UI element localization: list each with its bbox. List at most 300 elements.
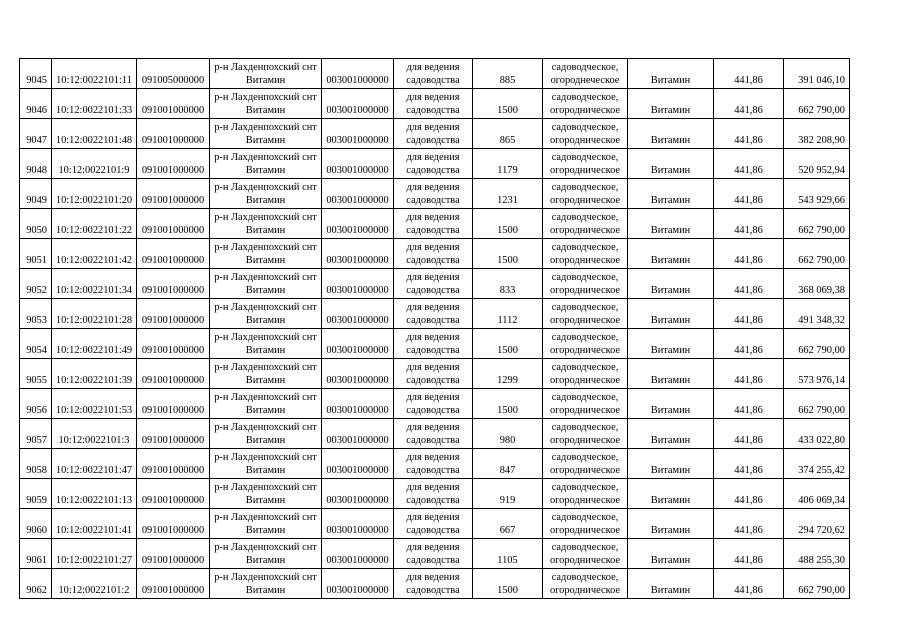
use-type-cell-line-1: садоводческое, — [551, 242, 619, 253]
purpose-cell-line-1: для ведения — [406, 212, 460, 223]
rate-cell: 441,86 — [714, 539, 784, 569]
use-type-cell-line-2: огороднеческое — [550, 74, 620, 86]
table-row — [20, 209, 850, 239]
purpose-cell-line-2: садоводства — [406, 104, 460, 116]
rate-cell: 441,86 — [714, 209, 784, 239]
address-cell-line-2: Витамин — [245, 314, 286, 326]
purpose-cell — [394, 269, 473, 299]
purpose-cell-line-2: садоводства — [406, 524, 460, 536]
area-cell: 885 — [473, 59, 543, 89]
purpose-cell-line-1: для ведения — [406, 362, 460, 373]
okato-code-cell: 091001000000 — [137, 389, 210, 419]
cadastral-number-cell: 10:12:0022101:47 — [52, 449, 137, 479]
purpose-cell-line-2: садоводства — [406, 464, 460, 476]
purpose-cell-line-1: для ведения — [406, 302, 460, 313]
area-cell: 1231 — [473, 179, 543, 209]
purpose-cell-line-1: для ведения — [406, 482, 460, 493]
rate-cell: 441,86 — [714, 569, 784, 599]
address-cell-line-1: р-н Лахденпохский снт — [214, 242, 317, 253]
category-code-cell: 003001000000 — [322, 569, 394, 599]
address-cell-line-2: Витамин — [245, 74, 286, 86]
purpose-cell-line-1: для ведения — [406, 542, 460, 553]
rate-cell: 441,86 — [714, 389, 784, 419]
address-cell-line-1: р-н Лахденпохский снт — [214, 182, 317, 193]
address-cell-line-1: р-н Лахденпохский снт — [214, 512, 317, 523]
area-cell: 1500 — [473, 89, 543, 119]
use-type-cell-line-1: садоводческое, — [551, 122, 619, 133]
address-cell — [210, 419, 322, 449]
row-number-cell: 9047 — [20, 119, 52, 149]
purpose-cell-line-1: для ведения — [406, 92, 460, 103]
row-number-cell: 9062 — [20, 569, 52, 599]
okato-code-cell: 091001000000 — [137, 509, 210, 539]
category-code-cell: 003001000000 — [322, 179, 394, 209]
address-cell-line-1: р-н Лахденпохский снт — [214, 62, 317, 73]
association-name-cell: Витамин — [628, 539, 714, 569]
okato-code-cell: 091001000000 — [137, 89, 210, 119]
cadastral-value-cell: 520 952,94 — [784, 149, 850, 179]
use-type-cell — [543, 569, 628, 599]
use-type-cell-line-1: садоводческое, — [551, 302, 619, 313]
okato-code-cell: 091001000000 — [137, 539, 210, 569]
row-number-cell: 9048 — [20, 149, 52, 179]
purpose-cell — [394, 479, 473, 509]
purpose-cell — [394, 149, 473, 179]
land-plots-table — [19, 58, 850, 599]
use-type-cell-line-1: садоводческое, — [551, 482, 619, 493]
category-code-cell: 003001000000 — [322, 449, 394, 479]
cadastral-value-cell: 433 022,80 — [784, 419, 850, 449]
purpose-cell-line-2: садоводства — [406, 254, 460, 266]
rate-cell: 441,86 — [714, 269, 784, 299]
category-code-cell: 003001000000 — [322, 329, 394, 359]
purpose-cell-line-2: садоводства — [406, 224, 460, 236]
area-cell: 1500 — [473, 569, 543, 599]
use-type-cell-line-1: садоводческое, — [551, 152, 619, 163]
rate-cell: 441,86 — [714, 479, 784, 509]
association-name-cell: Витамин — [628, 179, 714, 209]
rate-cell: 441,86 — [714, 419, 784, 449]
address-cell-line-1: р-н Лахденпохский снт — [214, 392, 317, 403]
purpose-cell — [394, 389, 473, 419]
purpose-cell-line-2: садоводства — [406, 134, 460, 146]
rate-cell: 441,86 — [714, 239, 784, 269]
rate-cell: 441,86 — [714, 299, 784, 329]
association-name-cell: Витамин — [628, 509, 714, 539]
cadastral-value-cell: 662 790,00 — [784, 569, 850, 599]
address-cell-line-1: р-н Лахденпохский снт — [214, 362, 317, 373]
category-code-cell: 003001000000 — [322, 359, 394, 389]
use-type-cell-line-2: огородническое — [549, 284, 621, 296]
association-name-cell: Витамин — [628, 299, 714, 329]
table-row — [20, 479, 850, 509]
purpose-cell — [394, 539, 473, 569]
use-type-cell — [543, 509, 628, 539]
purpose-cell-line-1: для ведения — [406, 572, 460, 583]
category-code-cell: 003001000000 — [322, 419, 394, 449]
purpose-cell-line-1: для ведения — [406, 452, 460, 463]
table-row — [20, 569, 850, 599]
okato-code-cell: 091001000000 — [137, 179, 210, 209]
cadastral-number-cell: 10:12:0022101:3 — [52, 419, 137, 449]
use-type-cell-line-1: садоводческое, — [551, 362, 619, 373]
table-row — [20, 89, 850, 119]
purpose-cell — [394, 209, 473, 239]
address-cell-line-2: Витамин — [245, 164, 286, 176]
rate-cell: 441,86 — [714, 329, 784, 359]
okato-code-cell: 091001000000 — [137, 209, 210, 239]
category-code-cell: 003001000000 — [322, 59, 394, 89]
use-type-cell — [543, 269, 628, 299]
cadastral-number-cell: 10:12:0022101:2 — [52, 569, 137, 599]
cadastral-value-cell: 294 720,62 — [784, 509, 850, 539]
area-cell: 847 — [473, 449, 543, 479]
address-cell-line-2: Витамин — [245, 194, 286, 206]
category-code-cell: 003001000000 — [322, 239, 394, 269]
use-type-cell — [543, 119, 628, 149]
purpose-cell — [394, 419, 473, 449]
address-cell-line-2: Витамин — [245, 224, 286, 236]
cadastral-number-cell: 10:12:0022101:48 — [52, 119, 137, 149]
cadastral-number-cell: 10:12:0022101:22 — [52, 209, 137, 239]
area-cell: 919 — [473, 479, 543, 509]
use-type-cell-line-2: огородническое — [549, 524, 621, 536]
purpose-cell-line-1: для ведения — [406, 122, 460, 133]
rate-cell: 441,86 — [714, 149, 784, 179]
okato-code-cell: 091001000000 — [137, 149, 210, 179]
category-code-cell: 003001000000 — [322, 539, 394, 569]
row-number-cell: 9060 — [20, 509, 52, 539]
association-name-cell: Витамин — [628, 119, 714, 149]
cadastral-number-cell: 10:12:0022101:39 — [52, 359, 137, 389]
table-row — [20, 299, 850, 329]
cadastral-value-cell: 573 976,14 — [784, 359, 850, 389]
table-row — [20, 119, 850, 149]
address-cell-line-1: р-н Лахденпохский снт — [214, 482, 317, 493]
row-number-cell: 9061 — [20, 539, 52, 569]
category-code-cell: 003001000000 — [322, 209, 394, 239]
address-cell — [210, 119, 322, 149]
address-cell-line-2: Витамин — [245, 494, 286, 506]
purpose-cell-line-2: садоводства — [406, 74, 460, 86]
table-body — [20, 59, 850, 599]
use-type-cell — [543, 359, 628, 389]
rate-cell: 441,86 — [714, 449, 784, 479]
cadastral-value-cell: 662 790,00 — [784, 329, 850, 359]
use-type-cell — [543, 179, 628, 209]
purpose-cell — [394, 239, 473, 269]
table-row — [20, 329, 850, 359]
address-cell-line-1: р-н Лахденпохский снт — [214, 212, 317, 223]
use-type-cell-line-1: садоводческое, — [551, 62, 619, 73]
use-type-cell-line-2: огородническое — [549, 494, 621, 506]
use-type-cell-line-1: садоводческое, — [551, 542, 619, 553]
cadastral-number-cell: 10:12:0022101:33 — [52, 89, 137, 119]
area-cell: 1500 — [473, 329, 543, 359]
purpose-cell-line-1: для ведения — [406, 512, 460, 523]
cadastral-number-cell: 10:12:0022101:34 — [52, 269, 137, 299]
purpose-cell-line-2: садоводства — [406, 194, 460, 206]
use-type-cell-line-1: садоводческое, — [551, 512, 619, 523]
area-cell: 667 — [473, 509, 543, 539]
address-cell — [210, 59, 322, 89]
association-name-cell: Витамин — [628, 89, 714, 119]
use-type-cell-line-2: огородническое — [549, 584, 621, 596]
address-cell — [210, 389, 322, 419]
address-cell — [210, 89, 322, 119]
use-type-cell-line-1: садоводческое, — [551, 452, 619, 463]
use-type-cell-line-1: садоводческое, — [551, 572, 619, 583]
use-type-cell — [543, 239, 628, 269]
category-code-cell: 003001000000 — [322, 299, 394, 329]
table-row — [20, 239, 850, 269]
purpose-cell — [394, 329, 473, 359]
row-number-cell: 9059 — [20, 479, 52, 509]
purpose-cell-line-2: садоводства — [406, 494, 460, 506]
use-type-cell-line-2: огородническое — [549, 344, 621, 356]
area-cell: 1500 — [473, 209, 543, 239]
address-cell-line-2: Витамин — [245, 134, 286, 146]
use-type-cell — [543, 329, 628, 359]
table-row — [20, 359, 850, 389]
use-type-cell-line-2: огородническое — [549, 134, 621, 146]
association-name-cell: Витамин — [628, 59, 714, 89]
purpose-cell-line-1: для ведения — [406, 152, 460, 163]
cadastral-value-cell: 662 790,00 — [784, 89, 850, 119]
address-cell — [210, 509, 322, 539]
use-type-cell-line-2: огородническое — [549, 164, 621, 176]
use-type-cell-line-2: огородническое — [549, 374, 621, 386]
okato-code-cell: 091001000000 — [137, 419, 210, 449]
purpose-cell — [394, 299, 473, 329]
table-row — [20, 419, 850, 449]
address-cell-line-2: Витамин — [245, 464, 286, 476]
address-cell — [210, 299, 322, 329]
rate-cell: 441,86 — [714, 119, 784, 149]
use-type-cell-line-2: огородническое — [549, 104, 621, 116]
use-type-cell — [543, 59, 628, 89]
row-number-cell: 9058 — [20, 449, 52, 479]
purpose-cell-line-1: для ведения — [406, 332, 460, 343]
cadastral-value-cell: 391 046,10 — [784, 59, 850, 89]
association-name-cell: Витамин — [628, 359, 714, 389]
category-code-cell: 003001000000 — [322, 479, 394, 509]
use-type-cell — [543, 389, 628, 419]
cadastral-number-cell: 10:12:0022101:11 — [52, 59, 137, 89]
use-type-cell — [543, 149, 628, 179]
address-cell — [210, 329, 322, 359]
purpose-cell — [394, 569, 473, 599]
cadastral-number-cell: 10:12:0022101:27 — [52, 539, 137, 569]
okato-code-cell: 091001000000 — [137, 449, 210, 479]
address-cell-line-1: р-н Лахденпохский снт — [214, 332, 317, 343]
use-type-cell-line-2: огородническое — [549, 224, 621, 236]
cadastral-value-cell: 374 255,42 — [784, 449, 850, 479]
purpose-cell — [394, 359, 473, 389]
address-cell-line-2: Витамин — [245, 344, 286, 356]
area-cell: 865 — [473, 119, 543, 149]
cadastral-value-cell: 488 255,30 — [784, 539, 850, 569]
purpose-cell-line-1: для ведения — [406, 242, 460, 253]
purpose-cell-line-2: садоводства — [406, 584, 460, 596]
purpose-cell-line-1: для ведения — [406, 272, 460, 283]
use-type-cell-line-1: садоводческое, — [551, 272, 619, 283]
rate-cell: 441,86 — [714, 59, 784, 89]
purpose-cell-line-2: садоводства — [406, 554, 460, 566]
use-type-cell — [543, 479, 628, 509]
use-type-cell-line-1: садоводческое, — [551, 92, 619, 103]
use-type-cell — [543, 299, 628, 329]
address-cell — [210, 359, 322, 389]
address-cell-line-1: р-н Лахденпохский снт — [214, 422, 317, 433]
area-cell: 1500 — [473, 239, 543, 269]
address-cell-line-2: Витамин — [245, 104, 286, 116]
cadastral-number-cell: 10:12:0022101:49 — [52, 329, 137, 359]
association-name-cell: Витамин — [628, 479, 714, 509]
table-row — [20, 449, 850, 479]
rate-cell: 441,86 — [714, 359, 784, 389]
purpose-cell-line-1: для ведения — [406, 392, 460, 403]
category-code-cell: 003001000000 — [322, 149, 394, 179]
purpose-cell-line-1: для ведения — [406, 182, 460, 193]
row-number-cell: 9057 — [20, 419, 52, 449]
address-cell — [210, 209, 322, 239]
address-cell-line-1: р-н Лахденпохский снт — [214, 272, 317, 283]
purpose-cell — [394, 89, 473, 119]
address-cell-line-2: Витамин — [245, 524, 286, 536]
table-row — [20, 149, 850, 179]
association-name-cell: Витамин — [628, 389, 714, 419]
rate-cell: 441,86 — [714, 89, 784, 119]
cadastral-value-cell: 662 790,00 — [784, 209, 850, 239]
address-cell-line-1: р-н Лахденпохский снт — [214, 122, 317, 133]
use-type-cell-line-2: огородническое — [549, 404, 621, 416]
okato-code-cell: 091001000000 — [137, 119, 210, 149]
association-name-cell: Витамин — [628, 209, 714, 239]
cadastral-number-cell: 10:12:0022101:20 — [52, 179, 137, 209]
use-type-cell-line-2: огородническое — [549, 554, 621, 566]
address-cell — [210, 149, 322, 179]
row-number-cell: 9045 — [20, 59, 52, 89]
address-cell-line-1: р-н Лахденпохский снт — [214, 152, 317, 163]
address-cell-line-1: р-н Лахденпохский снт — [214, 452, 317, 463]
table-row — [20, 509, 850, 539]
address-cell — [210, 239, 322, 269]
category-code-cell: 003001000000 — [322, 509, 394, 539]
address-cell-line-1: р-н Лахденпохский снт — [214, 302, 317, 313]
cadastral-value-cell: 368 069,38 — [784, 269, 850, 299]
okato-code-cell: 091001000000 — [137, 269, 210, 299]
address-cell-line-2: Витамин — [245, 434, 286, 446]
address-cell-line-1: р-н Лахденпохский снт — [214, 92, 317, 103]
association-name-cell: Витамин — [628, 569, 714, 599]
address-cell — [210, 539, 322, 569]
row-number-cell: 9046 — [20, 89, 52, 119]
okato-code-cell: 091001000000 — [137, 239, 210, 269]
area-cell: 1105 — [473, 539, 543, 569]
cadastral-number-cell: 10:12:0022101:41 — [52, 509, 137, 539]
table-row — [20, 179, 850, 209]
use-type-cell-line-2: огородническое — [549, 464, 621, 476]
row-number-cell: 9056 — [20, 389, 52, 419]
purpose-cell-line-1: для ведения — [406, 62, 460, 73]
area-cell: 1179 — [473, 149, 543, 179]
cadastral-number-cell: 10:12:0022101:13 — [52, 479, 137, 509]
area-cell: 1112 — [473, 299, 543, 329]
use-type-cell — [543, 89, 628, 119]
okato-code-cell: 091001000000 — [137, 299, 210, 329]
document-page — [19, 58, 850, 599]
category-code-cell: 003001000000 — [322, 119, 394, 149]
use-type-cell-line-1: садоводческое, — [551, 182, 619, 193]
use-type-cell-line-1: садоводческое, — [551, 392, 619, 403]
address-cell-line-1: р-н Лахденпохский снт — [214, 572, 317, 583]
row-number-cell: 9054 — [20, 329, 52, 359]
cadastral-number-cell: 10:12:0022101:9 — [52, 149, 137, 179]
table-row — [20, 59, 850, 89]
association-name-cell: Витамин — [628, 449, 714, 479]
cadastral-value-cell: 406 069,34 — [784, 479, 850, 509]
use-type-cell-line-1: садоводческое, — [551, 212, 619, 223]
address-cell — [210, 269, 322, 299]
purpose-cell-line-2: садоводства — [406, 284, 460, 296]
purpose-cell-line-2: садоводства — [406, 374, 460, 386]
use-type-cell — [543, 419, 628, 449]
cadastral-number-cell: 10:12:0022101:53 — [52, 389, 137, 419]
address-cell-line-2: Витамин — [245, 404, 286, 416]
use-type-cell-line-2: огородническое — [549, 434, 621, 446]
table-row — [20, 269, 850, 299]
okato-code-cell: 091005000000 — [137, 59, 210, 89]
use-type-cell-line-1: садоводческое, — [551, 332, 619, 343]
okato-code-cell: 091001000000 — [137, 479, 210, 509]
table-row — [20, 389, 850, 419]
row-number-cell: 9052 — [20, 269, 52, 299]
rate-cell: 441,86 — [714, 179, 784, 209]
row-number-cell: 9049 — [20, 179, 52, 209]
purpose-cell-line-2: садоводства — [406, 434, 460, 446]
association-name-cell: Витамин — [628, 329, 714, 359]
purpose-cell-line-2: садоводства — [406, 314, 460, 326]
use-type-cell — [543, 449, 628, 479]
category-code-cell: 003001000000 — [322, 269, 394, 299]
purpose-cell-line-2: садоводства — [406, 344, 460, 356]
use-type-cell — [543, 539, 628, 569]
use-type-cell-line-1: садоводческое, — [551, 422, 619, 433]
area-cell: 833 — [473, 269, 543, 299]
cadastral-number-cell: 10:12:0022101:42 — [52, 239, 137, 269]
purpose-cell — [394, 509, 473, 539]
category-code-cell: 003001000000 — [322, 89, 394, 119]
rate-cell: 441,86 — [714, 509, 784, 539]
use-type-cell — [543, 209, 628, 239]
address-cell-line-2: Витамин — [245, 554, 286, 566]
category-code-cell: 003001000000 — [322, 389, 394, 419]
address-cell — [210, 569, 322, 599]
cadastral-value-cell: 491 348,32 — [784, 299, 850, 329]
row-number-cell: 9050 — [20, 209, 52, 239]
purpose-cell-line-2: садоводства — [406, 164, 460, 176]
row-number-cell: 9051 — [20, 239, 52, 269]
purpose-cell-line-2: садоводства — [406, 404, 460, 416]
area-cell: 980 — [473, 419, 543, 449]
address-cell-line-2: Витамин — [245, 254, 286, 266]
association-name-cell: Витамин — [628, 269, 714, 299]
cadastral-value-cell: 382 208,90 — [784, 119, 850, 149]
use-type-cell-line-2: огородническое — [549, 254, 621, 266]
purpose-cell — [394, 449, 473, 479]
area-cell: 1500 — [473, 389, 543, 419]
